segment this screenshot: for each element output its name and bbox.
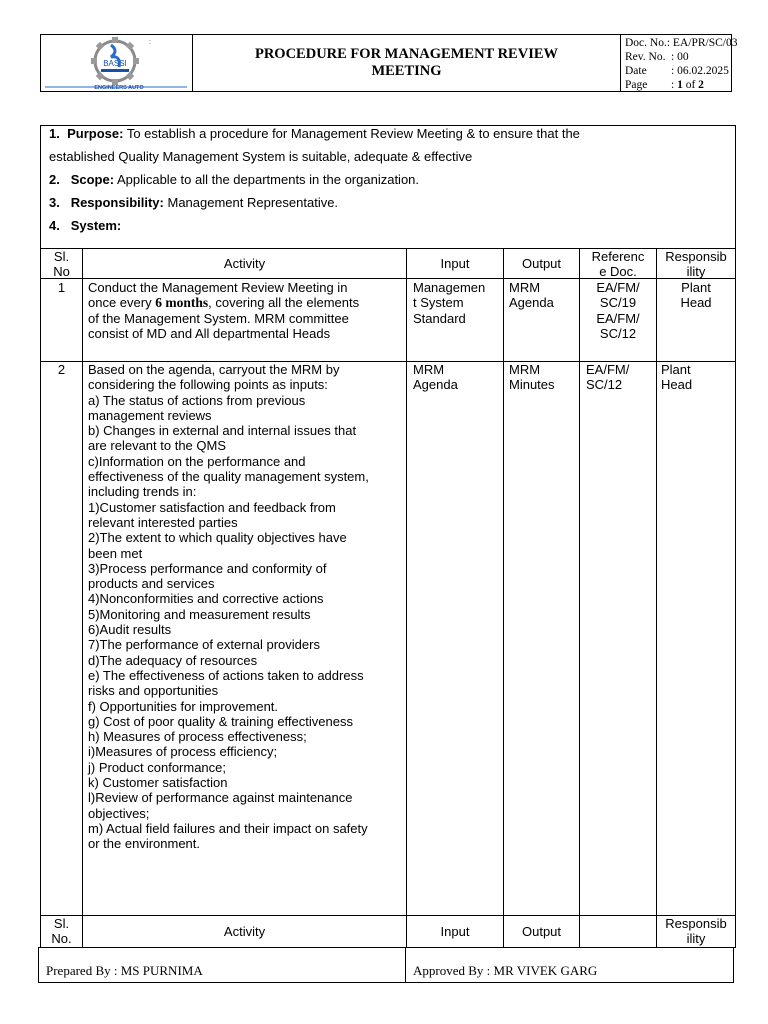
doc-no-label: Doc. No. (625, 37, 667, 49)
doc-no-value: : EA/PR/SC/03 (666, 37, 738, 49)
row2-activity-line: a) The status of actions from previous (88, 392, 306, 408)
row2-activity-line: 1)Customer satisfaction and feedback from (88, 499, 336, 515)
row1-reference-doc (580, 280, 656, 341)
purpose-number: 1. (49, 126, 60, 141)
page-current: 1 (677, 79, 683, 91)
row2-activity-line: considering the following points as inputs: (88, 377, 328, 393)
footer-header-output: Output (521, 924, 562, 939)
page-of: of (685, 79, 696, 91)
scope-text: Applicable to all the departments in the organization. (116, 172, 420, 187)
row1-output (509, 280, 579, 311)
row2-activity-line: k) Customer satisfaction (88, 775, 228, 791)
header-activity: Activity (223, 256, 266, 271)
header-slno-line2: No (53, 264, 70, 280)
row2-input (413, 362, 503, 393)
responsibility-label: Responsibility: (70, 195, 164, 210)
col-divider-5 (656, 248, 657, 947)
row1-activity-line4: consist of MD and All departmental Heads (88, 325, 331, 341)
row2-activity-line: 2)The extent to which quality objectives have (88, 530, 347, 546)
row1-activity-line2 (88, 295, 404, 310)
row2-border (41, 915, 735, 916)
col-divider-2 (406, 248, 407, 947)
row2-output (509, 362, 579, 393)
purpose-text-2: established Quality Management System is suitable, adequate & effective (49, 149, 473, 164)
svg-text::: : (149, 39, 151, 46)
row1-input-line1: Managemen (413, 280, 486, 295)
company-logo (41, 35, 193, 91)
row2-activity-line: 4)Nonconformities and corrective actions (88, 591, 324, 607)
row2-activity-line: been met (88, 545, 143, 561)
row2-activity-line: management reviews (88, 407, 212, 423)
row2-activity-line: are relevant to the QMS (88, 438, 227, 454)
row2-activity-line: c)Information on the performance and (88, 453, 306, 469)
row2-ref-line1: EA/FM/ (586, 362, 630, 377)
date-label: Date (625, 65, 647, 77)
row2-activity-line: h) Measures of process effectiveness; (88, 729, 307, 745)
col-divider-4 (579, 248, 580, 947)
row2-output-line1: MRM (509, 362, 541, 377)
system-label: System: (70, 218, 122, 233)
responsibility-number: 3. (49, 195, 60, 210)
col-divider-3 (503, 248, 504, 947)
footer-header-slno (41, 916, 82, 947)
rev-no-label: Rev. No. (625, 51, 666, 63)
row1-output-line1: MRM (509, 280, 541, 295)
prepared-by-cell (39, 948, 406, 982)
approved-by: Approved By : MR VIVEK GARG (413, 963, 598, 978)
row2-ref-line2: SC/12 (586, 377, 623, 393)
row1-slno: 1 (57, 280, 66, 295)
system-line (49, 218, 121, 233)
approval-footer (38, 947, 734, 983)
date-value: : 06.02.2025 (671, 65, 729, 77)
row2-activity-line: i)Measures of process efficiency; (88, 744, 278, 760)
header-slno-line1: Sl. (53, 249, 70, 264)
page-prefix: : (671, 79, 675, 91)
row2-input-line2: Agenda (413, 377, 458, 393)
row1-ref-line2: SC/19 (599, 295, 637, 311)
row2-reference-doc (586, 362, 656, 393)
scope-line (49, 172, 419, 187)
prepared-by: Prepared By : MS PURNIMA (46, 963, 203, 978)
logo-subtext: ENGINEERS AUTO (94, 85, 144, 91)
row2-activity-line: b) Changes in external and internal issues that (88, 423, 357, 439)
row2-activity-line: d)The adequacy of resources (88, 652, 258, 668)
scope-number: 2. (49, 172, 60, 187)
row2-activity-line: j) Product conformance; (88, 759, 227, 775)
row2-activity-line: l)Review of performance against maintenance (88, 790, 353, 806)
footer-header-resp-line2: ility (686, 931, 706, 947)
row2-activity-line: including trends in: (88, 484, 197, 500)
row1-resp-line2: Head (680, 295, 712, 311)
row2-resp-line1: Plant (661, 362, 691, 377)
row1-ref-line3: EA/FM/ (596, 310, 640, 326)
responsibility-text: Management Representative. (167, 195, 339, 210)
purpose-line-2 (49, 149, 472, 164)
row2-activity-line: e) The effectiveness of actions taken to address (88, 667, 364, 683)
row1-activity-text-c: , covering all the elements (208, 295, 360, 311)
header-resp-line2: ility (686, 264, 706, 280)
row2-output-line2: Minutes (509, 377, 555, 393)
purpose-line (49, 126, 580, 141)
row2-activity (88, 362, 404, 852)
bassi-logo-icon (41, 35, 191, 91)
responsibility-line (49, 195, 338, 210)
row1-input-line3: Standard (413, 310, 466, 326)
footer-header-input: Input (440, 924, 470, 939)
logo-text: BASSI (103, 59, 127, 68)
row1-activity-bold: 6 months (155, 295, 209, 311)
row2-activity-line: f) Opportunities for improvement. (88, 698, 279, 714)
row2-activity-line: objectives; (88, 805, 150, 821)
header-resp-line1: Responsib (665, 249, 727, 264)
row2-resp-line2: Head (661, 377, 693, 393)
row2-activity-line: 3)Process performance and conformity of (88, 560, 327, 576)
header-reference-doc (580, 249, 656, 280)
row2-activity-line: 6)Audit results (88, 622, 172, 638)
footer-header-slno-line2: No. (51, 931, 72, 947)
scope-label: Scope: (70, 172, 115, 187)
footer-header-activity: Activity (223, 924, 266, 939)
row1-activity-text-a: once every (88, 295, 152, 311)
row2-activity-line: relevant interested parties (88, 514, 238, 530)
row1-input (413, 280, 503, 326)
purpose-text-1: To establish a procedure for Management Review Meeting & to ensure that the (126, 126, 580, 141)
row2-activity-line: effectiveness of the quality management system, (88, 469, 369, 485)
header-slno (41, 249, 82, 280)
footer-header-responsibility (657, 916, 735, 947)
header-ref-line2: e Doc. (599, 264, 637, 280)
row2-activity-line: risks and opportunities (88, 683, 219, 699)
header-ref-line1: Referenc (591, 249, 645, 264)
page-label: Page (625, 79, 648, 91)
row2-input-line1: MRM (413, 362, 445, 377)
row2-activity-line: or the environment. (88, 836, 201, 852)
row2-activity-line: 5)Monitoring and measurement results (88, 606, 311, 622)
row1-activity-line3: of the Management System. MRM committee (88, 310, 349, 326)
row1-ref-line4: SC/12 (599, 325, 637, 341)
row1-output-line2: Agenda (509, 295, 554, 311)
approved-by-cell (406, 948, 733, 982)
document-header (40, 34, 738, 92)
document-title: PROCEDURE FOR MANAGEMENT REVIEW MEETING (193, 35, 621, 91)
row1-resp-line1: Plant (681, 280, 711, 295)
row1-ref-line1: EA/FM/ (596, 280, 640, 295)
document-meta (621, 35, 738, 91)
row2-slno: 2 (57, 362, 66, 377)
footer-header-resp-line1: Responsib (665, 916, 727, 931)
row2-activity-line: Based on the agenda, carryout the MRM by (88, 362, 340, 377)
row2-activity-line: products and services (88, 576, 215, 592)
col-divider-1 (82, 248, 83, 947)
row2-responsibility (661, 362, 735, 393)
page-total: 2 (698, 79, 704, 91)
row2-activity-line: g) Cost of poor quality & training effectiveness (88, 713, 353, 729)
system-number: 4. (49, 218, 60, 233)
row1-input-line2: t System (413, 295, 464, 311)
footer-header-slno-line1: Sl. (53, 916, 70, 931)
row1-activity-line1: Conduct the Management Review Meeting in (88, 280, 348, 295)
row1-activity (88, 280, 404, 341)
row2-activity-line: 7)The performance of external providers (88, 637, 320, 653)
row1-responsibility (657, 280, 735, 311)
header-input: Input (440, 256, 470, 271)
procedure-body (40, 125, 736, 948)
header-responsibility (657, 249, 735, 280)
rev-no-value: : 00 (671, 51, 689, 63)
purpose-label: Purpose: (67, 126, 124, 141)
row2-activity-line: m) Actual field failures and their impact on safety (88, 820, 368, 836)
header-output: Output (521, 256, 562, 271)
